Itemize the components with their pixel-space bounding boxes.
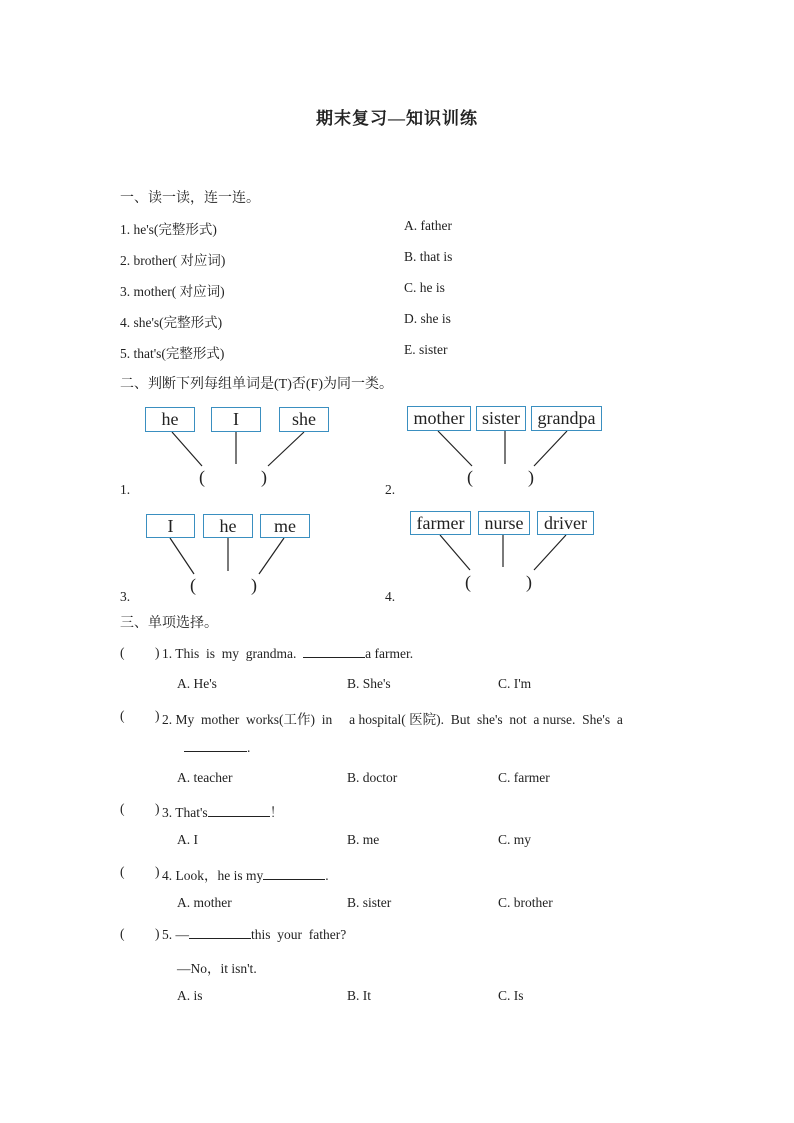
option: A. teacher [177,770,233,785]
option: C. my [498,832,532,847]
match-right-item: D. she is [404,311,451,326]
match-right-item: A. father [404,218,452,233]
fill-blank [263,867,325,880]
word-box: he [203,514,253,538]
question-text: 4. Look，he is my [162,868,264,883]
word-box: mother [407,406,471,431]
word-box: she [279,407,329,432]
match-right-item: E. sister [404,342,448,357]
match-left-item: 5. that's(完整形式) [120,346,225,361]
word-box: sister [476,406,526,431]
question-text: 5. — [162,927,189,942]
fill-blank [303,645,365,658]
option: B. me [347,832,380,847]
word-box: farmer [410,511,471,535]
option: C. Is [498,988,524,1003]
answer-paren-close: ) [261,467,267,487]
question-text: 2. My mother works(工作) in a hospital( 医院). But she's not a nurse. She's a [162,712,623,727]
group-number: 2. [385,482,396,497]
word-box: I [211,407,261,432]
dialogue-answer: —No，it isn't. [177,961,257,976]
fill-blank [184,739,247,752]
option: B. It [347,988,372,1003]
option: B. She's [347,676,391,691]
answer-paren-close: ) [528,467,534,487]
word-box: he [145,407,195,432]
answer-paren-open: ( [120,645,125,660]
option: C. brother [498,895,553,910]
option: C. I'm [498,676,532,691]
answer-paren-open: ( [120,926,125,941]
section-1-heading: 一、读一读，连一连。 [120,191,260,206]
answer-paren-close: ) [155,801,160,816]
answer-paren-open: ( [120,801,125,816]
word-box: I [146,514,195,538]
group-number: 1. [120,482,131,497]
question-text-after: . [325,868,329,883]
word-box: driver [537,511,594,535]
answer-paren-close: ) [251,575,257,595]
answer-paren-close: ) [155,645,160,660]
word-box: me [260,514,310,538]
question-text-after: . [247,740,251,755]
group-number: 3. [120,589,131,604]
section-2-heading: 二、判断下列每组单词是(T)否(F)为同一类。 [120,377,393,392]
question-text: 3. That's [162,805,208,820]
answer-paren-close: ) [155,926,160,941]
question-text: 1. This is my grandma. [162,646,304,661]
answer-paren-open: ( [199,467,205,487]
question-3 [162,801,283,821]
option: A. I [177,832,198,847]
match-left-item: 3. mother( 对应词) [120,284,225,299]
match-left-item: 1. he's(完整形式) [120,222,217,237]
word-box: grandpa [531,406,602,431]
option: C. farmer [498,770,550,785]
word-box: nurse [478,511,530,535]
question-text-after: ！ [269,805,284,820]
answer-paren-open: ( [120,708,125,723]
fill-blank [208,804,270,817]
fill-blank [189,926,251,939]
match-right-item: B. that is [404,249,453,264]
page-title: 期末复习—知识训练 [316,109,478,128]
question-text-after: this your father? [251,927,347,942]
answer-paren-close: ) [155,708,160,723]
match-left-item: 4. she's(完整形式) [120,315,223,330]
question-5 [162,926,346,943]
match-right-item: C. he is [404,280,445,295]
option: B. doctor [347,770,398,785]
group-number: 4. [385,589,396,604]
option: A. mother [177,895,232,910]
question-4 [162,864,329,884]
match-left-item: 2. brother( 对应词) [120,253,226,268]
question-2-line2 [184,739,250,756]
answer-paren-close: ) [155,864,160,879]
answer-paren-open: ( [465,572,471,592]
question-text-after: a farmer. [365,646,414,661]
answer-paren-open: ( [120,864,125,879]
question-1 [162,645,413,662]
option: A. is [177,988,203,1003]
option: B. sister [347,895,392,910]
option: A. He's [177,676,217,691]
answer-paren-open: ( [190,575,196,595]
answer-paren-open: ( [467,467,473,487]
answer-paren-close: ) [526,572,532,592]
section-3-heading: 三、单项选择。 [120,616,218,631]
